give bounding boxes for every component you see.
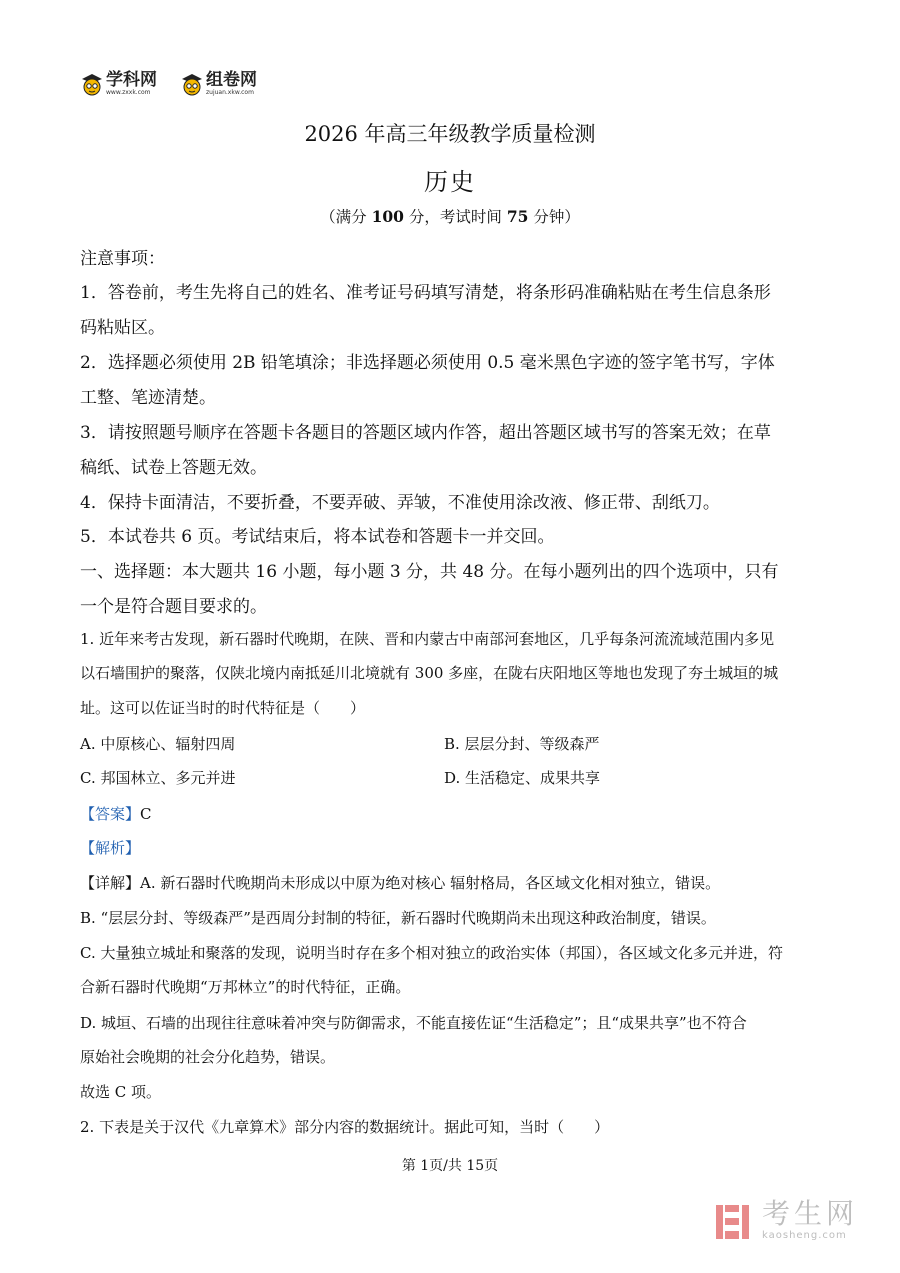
note-line: 4．保持卡面清洁，不要折叠，不要弄破、弄皱，不准使用涂改液、修正带、刮纸刀。 (80, 493, 720, 513)
answer-value: C (140, 805, 152, 823)
question-stem: 址。这可以佐证当时的时代特征是（ ） (80, 699, 366, 717)
section-heading: 一个是符合题目要求的。 (80, 597, 267, 617)
notes-heading: 注意事项： (80, 249, 165, 269)
detail-line: 合新石器时代晚期“万邦林立”的时代特征，正确。 (80, 978, 411, 996)
option-b: B. 层层分封、等级森严 (444, 735, 600, 753)
question-stem: 以石墙围护的聚落，仅陕北境内南抵延川北境就有 300 多座，在陇右庆阳地区等地也发现了夯土城垣的城 (80, 664, 779, 682)
score-full: 100 (371, 207, 404, 226)
note-line: 3．请按照题号顺序在答题卡各题目的答题区域内作答，超出答题区域书写的答案无效；在草 (80, 423, 771, 443)
score-text: （满分 (320, 208, 372, 226)
page-number: 第 1页/共 15页 (401, 1158, 499, 1174)
note-line: 稿纸、试卷上答题无效。 (80, 458, 267, 478)
detail-tag: 【详解】 (80, 874, 141, 892)
note-line: 码粘贴区。 (80, 318, 165, 338)
logo-zujuanwang (180, 72, 257, 96)
answer-tag: 【答案】 (80, 805, 141, 823)
note-line: 5．本试卷共 6 页。考试结束后，将本试卷和答题卡一并交回。 (80, 527, 555, 547)
analysis-line (80, 837, 820, 858)
analysis-tag: 【解析】 (80, 839, 141, 857)
watermark-name: 考生网 (762, 1197, 859, 1230)
option-d: D. 生活稳定、成果共享 (444, 769, 601, 787)
answer-line (80, 803, 820, 824)
subject-title: 历史 (424, 168, 476, 196)
note-line: 2．选择题必须使用 2B 铅笔填涂；非选择题必须使用 0.5 毫米黑色字迹的签字笔书写，字体 (80, 353, 775, 373)
conclusion-line: 故选 C 项。 (80, 1083, 162, 1101)
detail-text: A. 新石器时代晚期尚未形成以中原为绝对核心 辐射格局，各区域文化相对独立，错误。 (140, 874, 721, 892)
mascot-icon (180, 72, 204, 96)
option-a: A. 中原核心、辐射四周 (80, 735, 236, 753)
score-text: 分，考试时间 (403, 208, 507, 226)
score-info (0, 205, 900, 227)
note-line: 1．答卷前，考生先将自己的姓名、准考证号码填写清楚，将条形码准确粘贴在考生信息条形 (80, 283, 771, 303)
score-text: 分钟） (528, 208, 580, 226)
mascot-icon (80, 72, 104, 96)
section-heading: 一、选择题：本大题共 16 小题，每小题 3 分，共 48 分。在每小题列出的四个选项中，只有 (80, 562, 779, 582)
option-c: C. 邦国林立、多元并进 (80, 769, 236, 787)
question-stem: 1. 近年来考古发现，新石器时代晚期，在陕、晋和内蒙古中南部河套地区，几乎每条河流流域范围内多见 (80, 630, 775, 648)
watermark (716, 1197, 859, 1241)
logo-xuekewang (80, 72, 157, 96)
exam-title: 2026 年高三年级教学质量检测 (304, 122, 596, 146)
logo-url: zujuan.xkw.com (206, 89, 254, 96)
detail-line (80, 872, 820, 893)
detail-line: C. 大量独立城址和聚落的发现，说明当时存在多个相对独立的政治实体（邦国），各区域文化多元并进，符 (80, 944, 783, 962)
logo-name: 组卷网 (206, 70, 257, 90)
detail-line: B. “层层分封、等级森严”是西周分封制的特征，新石器时代晚期尚未出现这种政治制度，错误。 (80, 909, 716, 927)
question-stem: 2. 下表是关于汉代《九章算术》部分内容的数据统计。据此可知，当时（ ） (80, 1118, 610, 1136)
note-line: 工整、笔迹清楚。 (80, 388, 216, 408)
watermark-logo-icon (716, 1201, 756, 1241)
watermark-url: kaosheng.com (762, 1230, 847, 1241)
logo-name: 学科网 (106, 70, 157, 90)
detail-line: 原始社会晚期的社会分化趋势，错误。 (80, 1048, 336, 1066)
logo-url: www.zxxk.com (106, 89, 151, 96)
detail-line: D. 城垣、石墙的出现往往意味着冲突与防御需求，不能直接佐证“生活稳定”；且“成果共享”也不符合 (80, 1014, 747, 1032)
score-time: 75 (506, 207, 529, 226)
